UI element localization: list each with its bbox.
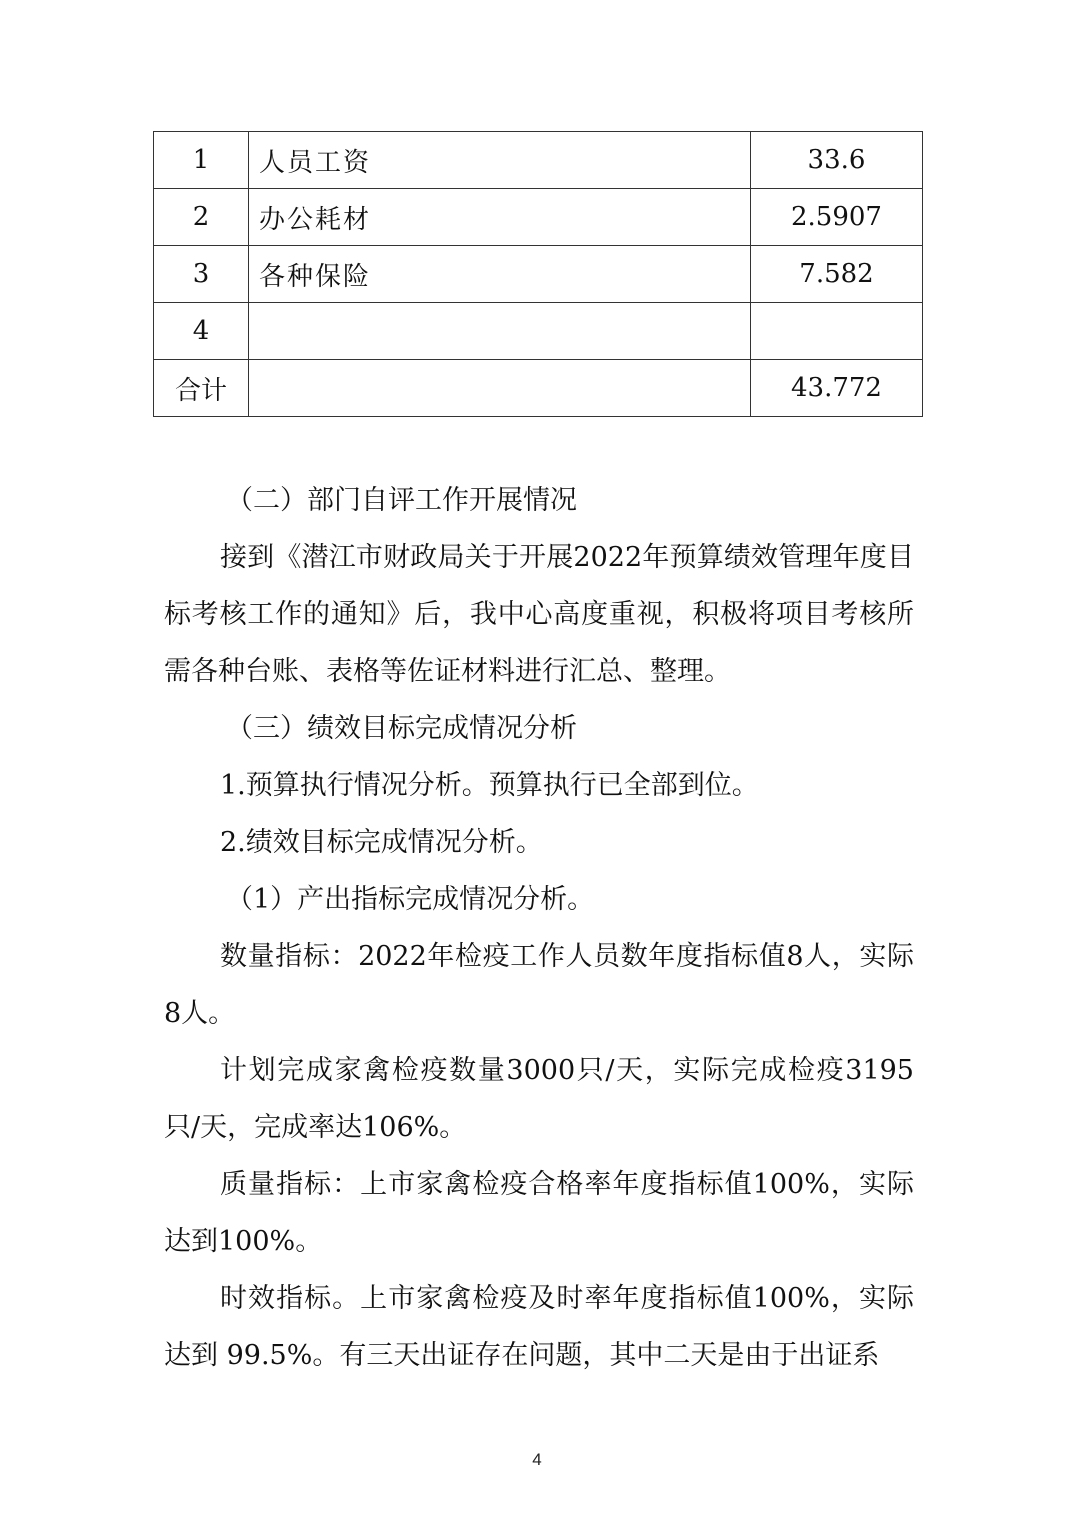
row-item-name	[249, 303, 751, 360]
row-item-name	[249, 360, 751, 417]
quantity-indicator-paragraph: 数量指标：2022年检疫工作人员数年度指标值8人，实际8人。	[164, 941, 914, 1029]
timeliness-indicator-paragraph: 时效指标。上市家禽检疫及时率年度指标值100%，实际达到 99.5%。有三天出证存在问题，其中二天是由于出证系	[164, 1283, 914, 1371]
row-number: 3	[154, 246, 249, 303]
row-number: 2	[154, 189, 249, 246]
total-label: 合计	[154, 360, 249, 417]
plan-completion-paragraph: 计划完成家禽检疫数量3000只/天，实际完成检疫3195只/天，完成率达106%。	[164, 1055, 914, 1143]
budget-table	[153, 131, 923, 417]
row-amount: 33.6	[751, 132, 923, 189]
section-heading-3: （三）绩效目标完成情况分析	[226, 713, 577, 744]
row-item-name: 各种保险	[249, 246, 751, 303]
row-item-name: 人员工资	[249, 132, 751, 189]
row-amount: 7.582	[751, 246, 923, 303]
table-total-row	[154, 360, 923, 417]
body-text	[164, 472, 914, 1384]
row-amount	[751, 303, 923, 360]
row-number: 4	[154, 303, 249, 360]
row-amount: 2.5907	[751, 189, 923, 246]
table-row	[154, 132, 923, 189]
section2-paragraph: 接到《潜江市财政局关于开展2022年预算绩效管理年度目标考核工作的通知》后，我中心高度重视，积极将项目考核所需各种台账、表格等佐证材料进行汇总、整理。	[164, 542, 914, 687]
table-row	[154, 189, 923, 246]
section-heading-2: （二）部门自评工作开展情况	[226, 485, 577, 516]
quality-indicator-paragraph: 质量指标：上市家禽检疫合格率年度指标值100%，实际达到100%。	[164, 1169, 914, 1257]
table-row	[154, 303, 923, 360]
total-amount: 43.772	[751, 360, 923, 417]
table-row	[154, 246, 923, 303]
page-number: 4	[532, 1450, 542, 1469]
budget-execution-item: 1.预算执行情况分析。预算执行已全部到位。	[220, 770, 759, 801]
row-item-name: 办公耗材	[249, 189, 751, 246]
row-number: 1	[154, 132, 249, 189]
performance-goal-item: 2.绩效目标完成情况分析。	[220, 827, 543, 858]
output-indicator-heading: （1）产出指标完成情况分析。	[226, 884, 595, 915]
